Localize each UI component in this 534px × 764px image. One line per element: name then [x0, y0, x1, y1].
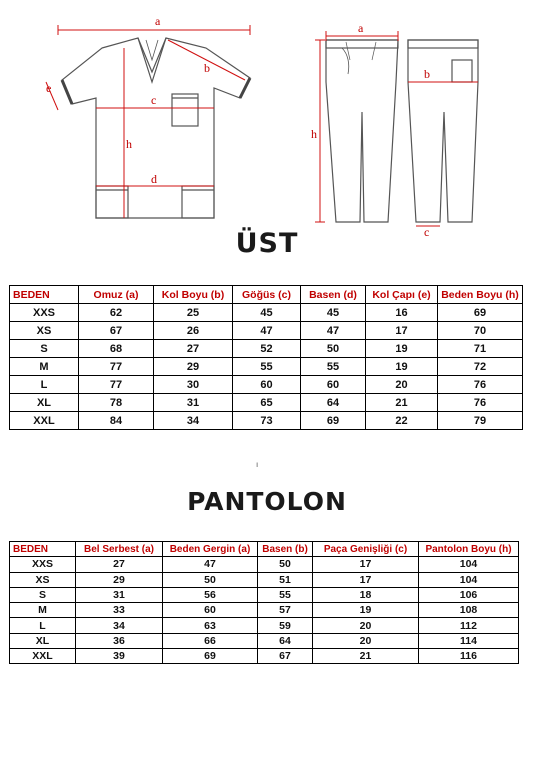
measurement-cell: 26 [154, 322, 233, 340]
measurement-cell: 31 [154, 394, 233, 412]
measurement-cell: 69 [301, 412, 366, 430]
column-header: Pantolon Boyu (h) [419, 542, 519, 557]
measurement-cell: 55 [258, 587, 313, 602]
measurement-cell: 52 [233, 340, 301, 358]
table-row [10, 603, 519, 618]
measurement-cell: 18 [313, 587, 419, 602]
measurement-cell: 47 [301, 322, 366, 340]
shirt-label-d: d [151, 172, 157, 186]
measurement-cell: 33 [76, 603, 163, 618]
measurement-cell: 65 [233, 394, 301, 412]
measurement-cell: 17 [313, 572, 419, 587]
pants-label-a: a [358, 21, 364, 35]
measurement-cell: 47 [233, 322, 301, 340]
pants-label-h: h [311, 127, 317, 141]
size-cell: M [10, 603, 76, 618]
table-header-row [10, 286, 523, 304]
shirt-label-b: b [204, 61, 210, 75]
size-cell: XXS [10, 304, 79, 322]
table-header-row [10, 542, 519, 557]
table-row [10, 618, 519, 633]
measurement-cell: 27 [154, 340, 233, 358]
measurement-cell: 70 [438, 322, 523, 340]
column-header: Kol Çapı (e) [366, 286, 438, 304]
pants-size-table [9, 541, 519, 664]
table-row [10, 649, 519, 664]
measurement-cell: 64 [258, 633, 313, 648]
measurement-cell: 59 [258, 618, 313, 633]
size-cell: XXL [10, 649, 76, 664]
size-cell: S [10, 587, 76, 602]
measurement-cell: 77 [79, 376, 154, 394]
size-cell: L [10, 618, 76, 633]
measurement-cell: 16 [366, 304, 438, 322]
shirt-label-a: a [155, 14, 161, 28]
table-row [10, 340, 523, 358]
size-cell: L [10, 376, 79, 394]
size-cell: XL [10, 633, 76, 648]
size-cell: XS [10, 322, 79, 340]
measurement-cell: 21 [313, 649, 419, 664]
size-cell: S [10, 340, 79, 358]
pants-label-c: c [424, 225, 430, 239]
measurement-cell: 55 [233, 358, 301, 376]
measurement-cell: 30 [154, 376, 233, 394]
measurement-cell: 108 [419, 603, 519, 618]
measurement-cell: 27 [76, 557, 163, 572]
size-cell: M [10, 358, 79, 376]
column-header: Paça Genişliği (c) [313, 542, 419, 557]
measurement-cell: 19 [366, 358, 438, 376]
measurement-cell: 62 [79, 304, 154, 322]
measurement-cell: 66 [163, 633, 258, 648]
measurement-cell: 63 [163, 618, 258, 633]
column-header: Göğüs (c) [233, 286, 301, 304]
measurement-cell: 72 [438, 358, 523, 376]
measurement-cell: 25 [154, 304, 233, 322]
table-row [10, 394, 523, 412]
measurement-cell: 50 [163, 572, 258, 587]
measurement-cell: 34 [76, 618, 163, 633]
measurement-cell: 67 [258, 649, 313, 664]
measurement-cell: 78 [79, 394, 154, 412]
measurement-cell: 116 [419, 649, 519, 664]
scrub-pants-drawing [326, 40, 478, 222]
measurement-cell: 114 [419, 633, 519, 648]
measurement-cell: 67 [79, 322, 154, 340]
measurement-cell: 45 [233, 304, 301, 322]
measurement-cell: 21 [366, 394, 438, 412]
measurement-cell: 20 [313, 633, 419, 648]
measurement-cell: 19 [366, 340, 438, 358]
measurement-cell: 36 [76, 633, 163, 648]
column-header: Basen (d) [301, 286, 366, 304]
measurement-cell: 69 [163, 649, 258, 664]
measurement-cell: 19 [313, 603, 419, 618]
measurement-cell: 106 [419, 587, 519, 602]
measurement-cell: 57 [258, 603, 313, 618]
top-section-title: ÜST [235, 228, 299, 259]
top-size-table [9, 285, 523, 430]
measurement-cell: 29 [76, 572, 163, 587]
pants-label-b: b [424, 67, 430, 81]
measurement-cell: 73 [233, 412, 301, 430]
measurement-cell: 50 [301, 340, 366, 358]
measurement-cell: 31 [76, 587, 163, 602]
table-row [10, 412, 523, 430]
measurement-cell: 20 [313, 618, 419, 633]
column-header: BEDEN [10, 286, 79, 304]
column-header: Bel Serbest (a) [76, 542, 163, 557]
measurement-cell: 112 [419, 618, 519, 633]
measurement-cell: 71 [438, 340, 523, 358]
measurement-cell: 104 [419, 557, 519, 572]
measurement-cell: 79 [438, 412, 523, 430]
measurement-cell: 17 [366, 322, 438, 340]
measurement-cell: 20 [366, 376, 438, 394]
measurement-cell: 47 [163, 557, 258, 572]
measurement-cell: 45 [301, 304, 366, 322]
table-row [10, 322, 523, 340]
size-cell: XS [10, 572, 76, 587]
measurement-cell: 60 [301, 376, 366, 394]
measurement-cell: 56 [163, 587, 258, 602]
measurement-cell: 60 [233, 376, 301, 394]
size-cell: XXL [10, 412, 79, 430]
shirt-label-h: h [126, 137, 132, 151]
shirt-label-e: e [46, 81, 52, 95]
measurement-cell: 76 [438, 376, 523, 394]
measurement-cell: 60 [163, 603, 258, 618]
measurement-diagram [0, 0, 534, 240]
measurement-cell: 68 [79, 340, 154, 358]
measurement-cell: 69 [438, 304, 523, 322]
column-header: Beden Gergin (a) [163, 542, 258, 557]
measurement-cell: 34 [154, 412, 233, 430]
table-row [10, 633, 519, 648]
table-row [10, 572, 519, 587]
measurement-cell: 84 [79, 412, 154, 430]
stray-mark: ı [256, 460, 259, 469]
scrub-top-drawing [62, 38, 250, 218]
measurement-cell: 64 [301, 394, 366, 412]
table-row [10, 304, 523, 322]
measurement-cell: 104 [419, 572, 519, 587]
table-row [10, 358, 523, 376]
column-header: Beden Boyu (h) [438, 286, 523, 304]
column-header: Basen (b) [258, 542, 313, 557]
size-cell: XL [10, 394, 79, 412]
shirt-label-c: c [151, 93, 157, 107]
measurement-cell: 17 [313, 557, 419, 572]
pants-section-title: PANTOLON [187, 487, 347, 516]
measurement-cell: 29 [154, 358, 233, 376]
measurement-cell: 77 [79, 358, 154, 376]
measurement-cell: 22 [366, 412, 438, 430]
measurement-cell: 50 [258, 557, 313, 572]
measurement-cell: 76 [438, 394, 523, 412]
shirt-measure-lines [46, 25, 250, 218]
table-row [10, 376, 523, 394]
measurement-cell: 55 [301, 358, 366, 376]
table-row [10, 587, 519, 602]
measurement-cell: 39 [76, 649, 163, 664]
measurement-cell: 51 [258, 572, 313, 587]
column-header: Omuz (a) [79, 286, 154, 304]
size-cell: XXS [10, 557, 76, 572]
column-header: Kol Boyu (b) [154, 286, 233, 304]
table-row [10, 557, 519, 572]
column-header: BEDEN [10, 542, 76, 557]
